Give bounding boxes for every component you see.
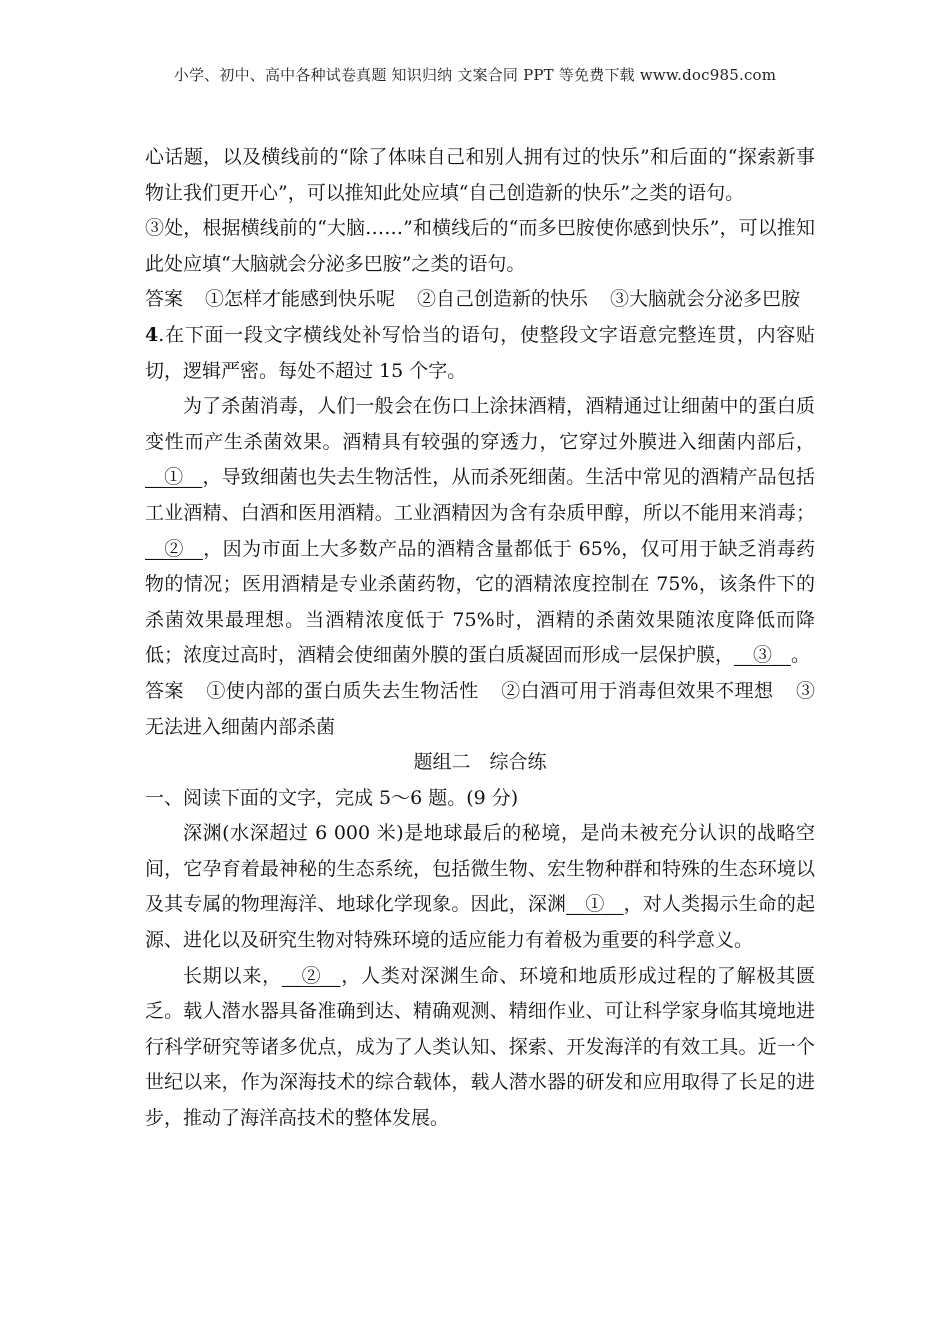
question-number: 4 — [145, 323, 159, 346]
answer-item-3: ③大脑就会分泌多巴胺 — [610, 288, 801, 311]
answer-item-2: ②自己创造新的快乐 — [417, 288, 589, 311]
blank-1: __①__ — [566, 893, 624, 916]
document-body — [145, 140, 815, 1137]
passage-text: ，对人类揭示生命的起源、进化以及研究生物对特殊环境的适应能力有着极为重要的科学意义。 — [145, 893, 815, 952]
blank-2: __②__ — [145, 537, 203, 560]
explanation-paragraph-2: ③处，根据横线前的“大脑……”和横线后的“而多巴胺使你感到快乐”，可以推知此处应填“大脑就会分泌多巴胺”之类的语句。 — [145, 217, 815, 275]
question-4-passage — [145, 389, 815, 674]
passage-text: 。 — [791, 644, 811, 667]
passage-text: 为了杀菌消毒，人们一般会在伤口上涂抹酒精，酒精通过让细菌中的蛋白质变性而产生杀菌效果。酒精具有较强的穿透力，它穿过外膜进入细菌内部后， — [145, 395, 815, 453]
answer-item-1: ①怎样才能感到快乐呢 — [205, 288, 396, 311]
answer-label: 答案 — [145, 679, 184, 702]
passage-text: ，因为市面上大多数产品的酒精含量都低于 65%，仅可用于缺乏消毒药物的情况；医用酒精是专业杀菌药物，它的酒精浓度控制在 75%，该条件下的杀菌效果最理想。当酒精浓度低于 75%时，酒精的杀菌效果随浓度降低而降低；浓度过高时，酒精会使细菌外膜的蛋白质凝固而形成一层保护膜， — [145, 537, 815, 667]
page-header: 小学、初中、高中各种试卷真题 知识归纳 文案合同 PPT 等免费下载 www.doc985.com — [173, 66, 777, 84]
blank-1: __①__ — [145, 466, 203, 489]
question-4-stem — [145, 318, 815, 389]
answer-label: 答案 — [145, 288, 184, 311]
reading-paragraph-1 — [145, 816, 815, 958]
group-title: 题组二 综合练 — [413, 751, 547, 774]
question-stem-text: .在下面一段文字横线处补写恰当的语句，使整段文字语意完整连贯，内容贴切，逻辑严密。每处不超过 15 个字。 — [145, 323, 815, 382]
answer-3 — [145, 282, 815, 318]
reading-paragraph-2 — [145, 959, 815, 1137]
answer-item-3: ③无法进入细菌内部杀菌 — [145, 679, 815, 738]
blank-3: __③__ — [734, 644, 792, 667]
passage-text: ，人类对深渊生命、环境和地质形成过程的了解极其匮乏。载人潜水器具备准确到达、精确观测、精细作业、可让科学家身临其境地进行科学研究等诸多优点，成为了人类认知、探索、开发海洋的有效工具。近一个世纪以来，作为深海技术的综合载体，载人潜水器的研发和应用取得了长足的进步，推动了海洋高技术的整体发展。 — [145, 964, 815, 1130]
section-1-title: 一、阅读下面的文字，完成 5～6 题。(9 分) — [145, 786, 519, 809]
explanation-paragraph-1: 心话题，以及横线前的“除了体味自己和别人拥有过的快乐”和后面的“探索新事物让我们更开心”，可以推知此处应填“自己创造新的快乐”之类的语句。 — [145, 146, 815, 204]
passage-text: 长期以来， — [183, 964, 282, 987]
passage-text: 深渊(水深超过 6 000 米)是地球最后的秘境，是尚未被充分认识的战略空间，它孕育着最神秘的生态系统，包括微生物、宏生物种群和特殊的生态环境以及其专属的物理海洋、地球化学现象。因此，深渊 — [145, 822, 815, 916]
passage-text: ，导致细菌也失去生物活性，从而杀死细菌。生活中常见的酒精产品包括工业酒精、白酒和医用酒精。工业酒精因为含有杂质甲醇，所以不能用来消毒； — [145, 466, 815, 524]
answer-item-2: ②白酒可用于消毒但效果不理想 — [500, 679, 774, 702]
answer-item-1: ①使内部的蛋白质失去生物活性 — [205, 679, 479, 702]
blank-2: __②__ — [281, 964, 341, 987]
answer-4 — [145, 674, 815, 745]
